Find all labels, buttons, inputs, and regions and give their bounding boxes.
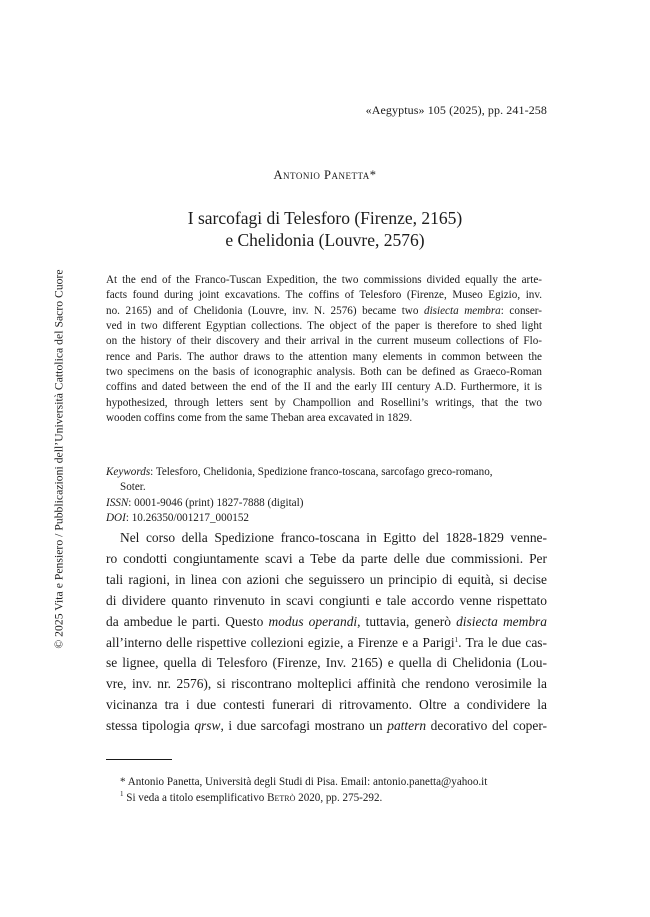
keywords-value: : Telesforo, Chelidonia, Spedizione franco-toscana, sarcofago greco-romano, [150,466,493,478]
abstract-text: : conser- [500,304,542,317]
italic-term: modus operandi [268,613,358,629]
article-metadata [106,465,546,526]
body-text: , tuttavia, generò [357,613,457,629]
footnote-text: Si veda a titolo esemplificativo [123,791,268,804]
article-title [0,207,650,251]
body-text: stessa tipologia [106,718,195,734]
footnote-number: 1 [120,789,124,798]
doi [106,511,546,526]
abstract-line: rence and Paris. The author draws to the attention many elements in common between the [106,350,542,363]
abstract-line: wooden coffins come from the same Theban area excavated in 1829. [106,412,413,425]
issn-label: ISSN [106,496,129,509]
footnotes [106,775,546,806]
doi-value: : 10.26350/001217_000152 [125,512,249,525]
footnote-author: * Antonio Panetta, Università degli Studi di Pisa. Email: antonio.panetta@yahoo.it [120,776,488,788]
body-line: Nel corso della Spedizione franco-toscana in Egitto del 1828-1829 venne- [120,530,547,545]
abstract [106,273,542,426]
abstract-text: no. 2165) and of Chelidonia (Louvre, inv. N. 2576) became two [106,304,425,317]
abstract-line: coffins and dated between the end of the II and the early III century A.D. Furthermore, it is [106,381,542,394]
body-text: all’interno delle rispettive collezioni egizie, a Firenze e a Parigi [106,634,455,650]
issn [106,496,546,511]
footnote-marker[interactable]: 1 [454,635,459,644]
abstract-line: on the history of their discovery and their arrival in the current museum collections of Flo- [106,335,542,348]
italic-term: qrsw [194,718,221,734]
body-line: vicinanza tra i due contesti funerari di ritrovamento. Oltre a condividere la [106,697,547,713]
issn-value: : 0001-9046 (print) 1827-7888 (digital) [128,496,304,509]
italic-term: disiecta membra [456,613,547,629]
journal-reference: «Aegyptus» 105 (2025), pp. 241-258 [365,103,547,117]
body-line: di dividere quanto rinvenuto in scavi congiunti e tale accordo venne rispettato [106,592,547,608]
italic-term: pattern [387,718,427,734]
keywords-continued: Soter. [120,481,146,494]
abstract-line: At the end of the Franco-Tuscan Expedition, the two commissions divided equally the arte- [106,274,542,286]
body-text: . Tra le due cas- [458,634,547,650]
body-text: decorativo del coper- [426,718,548,734]
body-line: tali ragioni, in linea con azioni che seguissero un principio di equità, si decise [106,571,547,587]
title-line-1: I sarcofagi di Telesforo (Firenze, 2165) [187,208,463,228]
footnote-text: 2020, pp. 275-292. [295,791,383,804]
footnote-1 [106,791,546,807]
keywords-label: Keywords [106,466,151,478]
article-author: Antonio Panetta* [273,168,377,182]
body-text: da ambedue le parti. Questo [106,613,269,629]
body-line [106,633,547,654]
abstract-line: facts found during joint excavations. The coffins of Telesforo (Firenze, Museo Egizio, inv. [106,289,542,302]
body-line: se lignee, quella di Telesforo (Firenze, Inv. 2165) e quella di Chelidonia (Lou- [106,655,547,671]
body-paragraph [106,528,547,737]
abstract-line: hypothesized, through letters sent by Champollion and Rosellini’s writings, that the two [106,396,542,409]
title-line-2: e Chelidonia (Louvre, 2576) [225,230,425,250]
body-line [106,612,547,633]
body-line: ro condotti congiuntamente scavi a Tebe da parte delle due commissioni. Per [106,550,547,566]
abstract-line [106,304,542,319]
footnote-citation-author: Betrò [267,791,296,804]
body-line [106,716,547,737]
abstract-line: two specimens on the basis of iconographic analysis. Both can be defined as Graeco-Roman [106,366,542,379]
doi-label: DOI [106,512,126,525]
side-copyright-notice: © 2025 Vita e Pensiero / Pubblicazioni dell’Università Cattolica del Sacro Cuore [52,269,66,649]
abstract-italic-term: disiecta membra [424,304,501,317]
keywords [106,465,546,480]
footnote-divider [106,759,172,760]
abstract-line: ved in two different Egyptian collections. The object of the paper is therefore to shed light [106,320,542,333]
body-line: vre, inv. nr. 2576), si riscontrano molteplici affinità che rendono verosimile la [106,676,547,692]
body-text: , i due sarcofagi mostrano un [220,718,388,734]
